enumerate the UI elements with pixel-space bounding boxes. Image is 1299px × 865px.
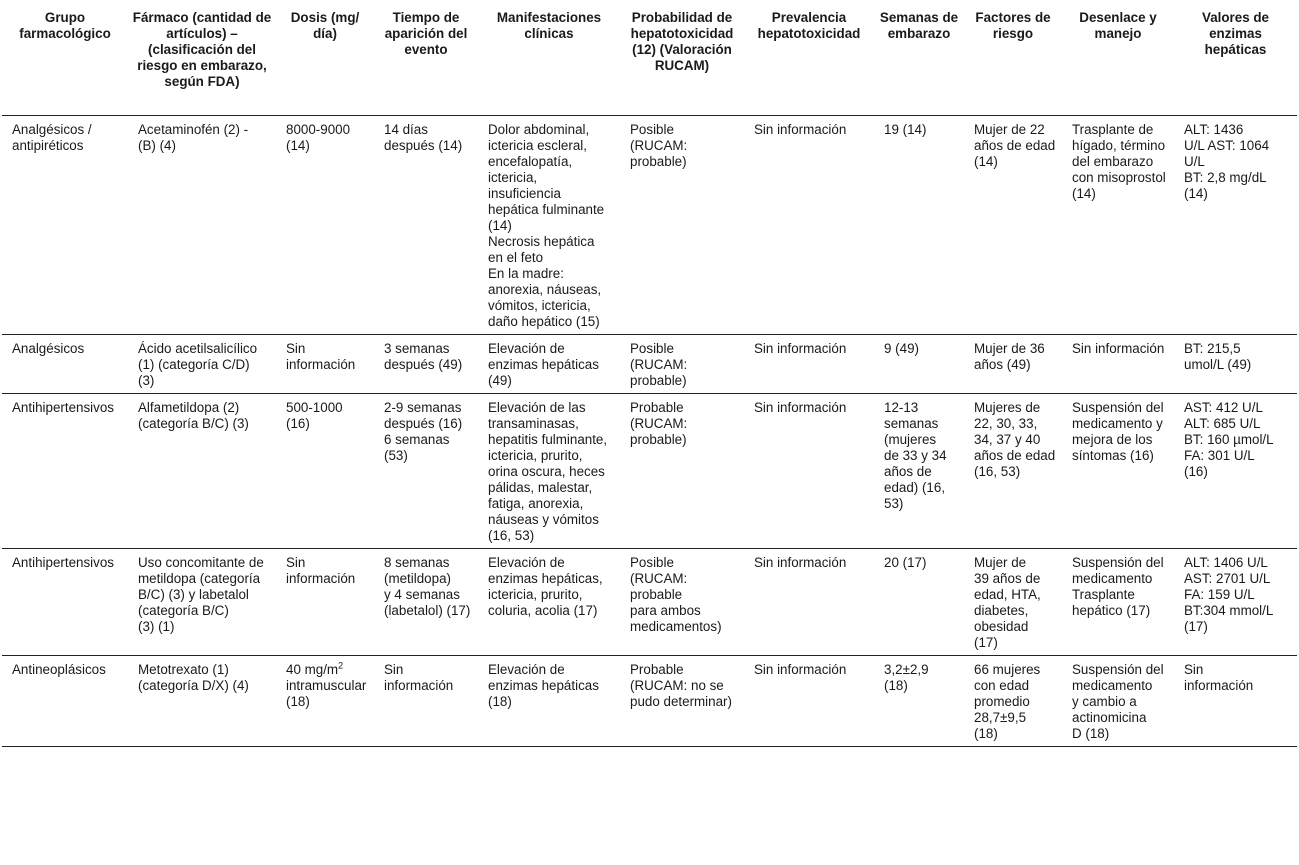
cell-text: 2-9 semanas después (16) 6 semanas (53) <box>384 399 463 463</box>
header-probabilidad: Probabilidad de hepatotoxicidad (12) (Valoración RUCAM) <box>620 7 744 115</box>
cell-factores <box>964 115 1062 334</box>
header-tiempo: Tiempo de aparición del evento <box>374 7 478 115</box>
cell-text: ALT: 1406 U/L AST: 2701 U/L FA: 159 U/L BT:304 mmol/L (17) <box>1184 554 1274 634</box>
cell-text: Suspensión del medicamento Trasplante hepático (17) <box>1072 554 1164 618</box>
cell-text: 12-13 semanas (mujeres de 33 y 34 años de edad) (16, 53) <box>884 399 947 511</box>
cell-prevalencia <box>744 548 874 655</box>
table-row <box>2 115 1297 334</box>
cell-text: Sin información <box>754 399 847 415</box>
cell-probabilidad <box>620 655 744 746</box>
cell-text: 8000-9000 (14) <box>286 121 351 153</box>
cell-text: Posible (RUCAM: probable para ambos medicamentos) <box>630 554 722 634</box>
cell-semanas <box>874 548 964 655</box>
cell-desenlace <box>1062 334 1174 393</box>
cell-semanas <box>874 115 964 334</box>
cell-dosis <box>276 393 374 548</box>
cell-text: 3,2±2,9 (18) <box>884 661 929 693</box>
header-farmaco-rest: del riesgo en embarazo, según FDA) <box>137 42 267 89</box>
cell-text: Sin información <box>754 121 847 137</box>
cell-text: 3 semanas después (49) <box>384 340 463 372</box>
cell-text: ALT: 1436 U/L AST: 1064 U/L BT: 2,8 mg/dL (14) <box>1184 121 1270 201</box>
cell-farmaco <box>128 115 276 334</box>
header-farmaco <box>128 7 276 115</box>
cell-text: Antineoplásicos <box>12 661 106 677</box>
header-dosis: Dosis (mg/ día) <box>276 7 374 115</box>
cell-factores <box>964 655 1062 746</box>
cell-grupo <box>2 548 128 655</box>
cell-text: Sin información <box>286 554 356 586</box>
cell-prevalencia <box>744 393 874 548</box>
cell-manifestaciones <box>478 548 620 655</box>
cell-text: Trasplante de hígado, término del embarazo con misoprostol (14) <box>1072 121 1166 201</box>
cell-farmaco <box>128 655 276 746</box>
cell-text: Suspensión del medicamento y mejora de los síntomas (16) <box>1072 399 1164 463</box>
cell-manifestaciones <box>478 393 620 548</box>
header-farmaco-main: Fármaco (cantidad de artículos) – <box>132 10 272 41</box>
cell-text: Alfametildopa (2) (categoría B/C) (3) <box>138 399 249 431</box>
cell-text: Sin información <box>286 340 356 372</box>
cell-text: Sin información <box>384 661 454 693</box>
cell-text: Elevación de enzimas hepáticas (18) <box>488 661 599 709</box>
cell-text: intramuscular (18) <box>286 677 367 709</box>
cell-grupo <box>2 115 128 334</box>
cell-farmaco <box>128 334 276 393</box>
cell-dosis <box>276 334 374 393</box>
cell-text: Antihipertensivos <box>12 554 114 570</box>
cell-text: 500-1000 (16) <box>286 399 343 431</box>
header-semanas: Semanas de embarazo <box>874 7 964 115</box>
cell-enzimas <box>1174 548 1297 655</box>
table-row <box>2 334 1297 393</box>
cell-prevalencia <box>744 655 874 746</box>
cell-text: Elevación de enzimas hepáticas (49) <box>488 340 599 388</box>
cell-tiempo <box>374 548 478 655</box>
cell-dosis <box>276 548 374 655</box>
cell-tiempo <box>374 334 478 393</box>
dosis-superscript: 2 <box>338 660 344 671</box>
cell-prevalencia <box>744 115 874 334</box>
table-row <box>2 548 1297 655</box>
cell-text: Suspensión del medicamento y cambio a actinomicina D (18) <box>1072 661 1164 741</box>
cell-enzimas <box>1174 334 1297 393</box>
cell-text: 20 (17) <box>884 554 927 570</box>
header-farmaco-bold: (clasificación <box>148 42 233 57</box>
cell-text: Mujer de 22 años de edad (14) <box>974 121 1056 169</box>
header-prevalencia: Prevalencia hepatotoxicidad <box>744 7 874 115</box>
cell-tiempo <box>374 115 478 334</box>
cell-enzimas <box>1174 115 1297 334</box>
cell-semanas <box>874 334 964 393</box>
cell-text: Uso concomitante de metildopa (categoría B/C) (3) y labetalol (categoría B/C) (3) (1) <box>138 554 264 634</box>
cell-text: Analgésicos / antipiréticos <box>12 121 92 153</box>
cell-probabilidad <box>620 393 744 548</box>
cell-desenlace <box>1062 115 1174 334</box>
cell-text: Mujer de 36 años (49) <box>974 340 1045 372</box>
cell-text: Metotrexato (1) (categoría D/X) (4) <box>138 661 249 693</box>
cell-text: 9 (49) <box>884 340 919 356</box>
cell-text: Probable (RUCAM: no se pudo determinar) <box>630 661 732 709</box>
header-manifestaciones: Manifestaciones clínicas <box>478 7 620 115</box>
cell-text: Posible (RUCAM: probable) <box>630 340 688 388</box>
cell-text: 19 (14) <box>884 121 927 137</box>
cell-desenlace <box>1062 548 1174 655</box>
cell-text: Acetaminofén (2) - (B) (4) <box>138 121 249 153</box>
cell-dosis <box>276 115 374 334</box>
cell-desenlace <box>1062 393 1174 548</box>
cell-semanas <box>874 393 964 548</box>
dosis-value: 40 mg/m <box>286 661 339 677</box>
cell-text: Mujer de 39 años de edad, HTA, diabetes, obesidad (17) <box>974 554 1041 650</box>
cell-text: Analgésicos <box>12 340 85 356</box>
cell-semanas <box>874 655 964 746</box>
cell-farmaco <box>128 548 276 655</box>
cell-manifestaciones <box>478 655 620 746</box>
table-row <box>2 655 1297 746</box>
cell-text: Sin información <box>754 554 847 570</box>
cell-enzimas <box>1174 655 1297 746</box>
cell-text: Elevación de las transaminasas, hepatitis fulminante, ictericia, prurito, orina oscura, heces pálidas, malestar, fatiga, anorexia, náuseas y vómitos (16, 53) <box>488 399 608 543</box>
cell-factores <box>964 334 1062 393</box>
cell-text: Sin información <box>1072 340 1165 356</box>
hepatotoxicity-table <box>2 7 1297 747</box>
cell-text: Dolor abdominal, ictericia escleral, encefalopatía, ictericia, insuficiencia hepática fulminante (14) Necrosis hepática en el feto En la madre: anorexia, náuseas, vómitos, ictericia, daño hepático (15) <box>488 121 605 329</box>
cell-text: Sin información <box>1184 661 1254 693</box>
cell-factores <box>964 548 1062 655</box>
cell-tiempo <box>374 655 478 746</box>
cell-text: 14 días después (14) <box>384 121 463 153</box>
cell-enzimas <box>1174 393 1297 548</box>
table-row <box>2 393 1297 548</box>
cell-factores <box>964 393 1062 548</box>
cell-tiempo <box>374 393 478 548</box>
cell-probabilidad <box>620 548 744 655</box>
cell-dosis <box>276 655 374 746</box>
header-desenlace: Desenlace y manejo <box>1062 7 1174 115</box>
cell-grupo <box>2 334 128 393</box>
cell-text: Sin información <box>754 340 847 356</box>
cell-text: Probable (RUCAM: probable) <box>630 399 688 447</box>
cell-text: Antihipertensivos <box>12 399 114 415</box>
cell-text: AST: 412 U/L ALT: 685 U/L BT: 160 µmol/L FA: 301 U/L (16) <box>1184 399 1274 479</box>
cell-probabilidad <box>620 115 744 334</box>
cell-manifestaciones <box>478 115 620 334</box>
cell-text: 66 mujeres con edad promedio 28,7±9,5 (18) <box>974 661 1041 741</box>
cell-text: Mujeres de 22, 30, 33, 34, 37 y 40 años de edad (16, 53) <box>974 399 1056 479</box>
header-row <box>2 7 1297 115</box>
cell-farmaco <box>128 393 276 548</box>
cell-prevalencia <box>744 334 874 393</box>
cell-grupo <box>2 393 128 548</box>
cell-manifestaciones <box>478 334 620 393</box>
cell-text: BT: 215,5 umol/L (49) <box>1184 340 1252 372</box>
cell-desenlace <box>1062 655 1174 746</box>
cell-text: Elevación de enzimas hepáticas, ictericia, prurito, coluria, acolia (17) <box>488 554 603 618</box>
cell-text: 8 semanas (metildopa) y 4 semanas (labetalol) (17) <box>384 554 471 618</box>
header-enzimas: Valores de enzimas hepáticas <box>1174 7 1297 115</box>
cell-text: Sin información <box>754 661 847 677</box>
cell-grupo <box>2 655 128 746</box>
header-grupo: Grupo farmacológico <box>2 7 128 115</box>
header-factores: Factores de riesgo <box>964 7 1062 115</box>
cell-probabilidad <box>620 334 744 393</box>
cell-text: Posible (RUCAM: probable) <box>630 121 688 169</box>
cell-text: Ácido acetilsalicílico (1) (categoría C/D) (3) <box>138 340 258 388</box>
